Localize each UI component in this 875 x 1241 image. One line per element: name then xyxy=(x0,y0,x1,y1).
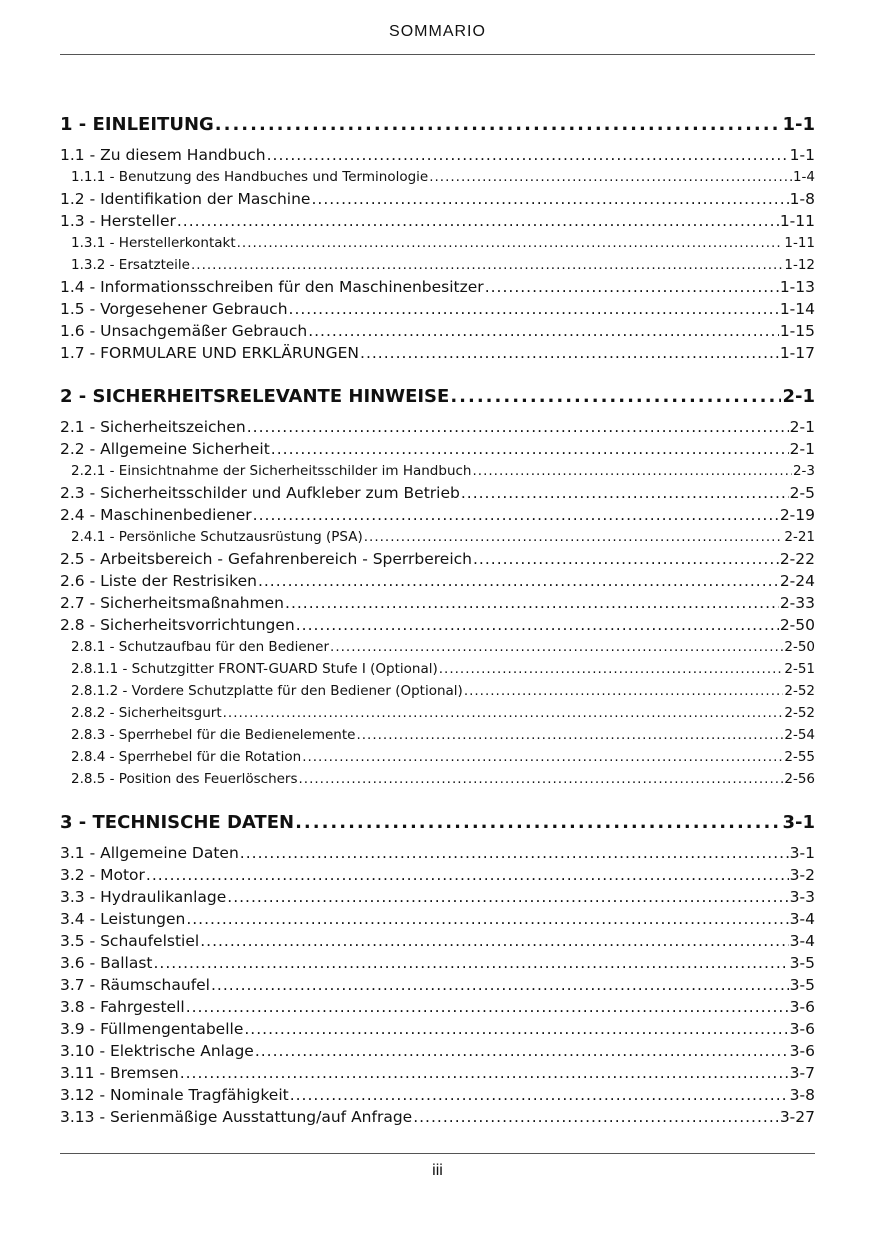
toc-subsection-entry[interactable] xyxy=(60,746,815,768)
toc-subsection-entry[interactable] xyxy=(60,460,815,482)
toc-entry-title: 1 - EINLEITUNG xyxy=(60,114,214,135)
dot-leader xyxy=(271,438,789,460)
toc-entry-title: 3.6 - Ballast xyxy=(60,954,153,972)
toc-chapter-heading[interactable] xyxy=(60,384,815,410)
toc-section-entry[interactable] xyxy=(60,416,815,438)
toc-section-entry[interactable] xyxy=(60,438,815,460)
toc-section-entry[interactable] xyxy=(60,886,815,908)
toc-page-number: 2-22 xyxy=(779,550,815,568)
toc-entry-title: 1.3 - Hersteller xyxy=(60,212,176,230)
toc-page-number: 1-14 xyxy=(779,300,815,318)
toc-section-entry[interactable] xyxy=(60,570,815,592)
toc-section-entry[interactable] xyxy=(60,996,815,1018)
toc-section-entry[interactable] xyxy=(60,952,815,974)
toc-page-number: 3-3 xyxy=(789,888,815,906)
toc-section-entry[interactable] xyxy=(60,592,815,614)
toc-section-entry[interactable] xyxy=(60,1062,815,1084)
toc-page-number: 3-5 xyxy=(789,976,815,994)
dot-leader xyxy=(177,210,779,232)
toc-page-number: 2-51 xyxy=(784,661,815,677)
toc-subsection-entry[interactable] xyxy=(60,254,815,276)
toc-page-number: 1-11 xyxy=(779,212,815,230)
dot-leader xyxy=(472,460,791,482)
toc-entry-title: 1.3.1 - Herstellerkontakt xyxy=(71,235,236,251)
dot-leader xyxy=(227,886,788,908)
toc-section-entry[interactable] xyxy=(60,1084,815,1106)
toc-section-entry[interactable] xyxy=(60,144,815,166)
toc-page-number: 2-54 xyxy=(784,727,815,743)
toc-page-number: 1-12 xyxy=(784,257,815,273)
toc-page-number: 3-1 xyxy=(789,844,815,862)
table-of-contents xyxy=(60,112,815,1128)
toc-entry-title: 2.3 - Sicherheitsschilder und Aufkleber zum Betrieb xyxy=(60,484,460,502)
dot-leader xyxy=(186,908,788,930)
toc-section-entry[interactable] xyxy=(60,320,815,342)
toc-subsection-entry[interactable] xyxy=(60,166,815,188)
toc-entry-title: 1.2 - Identifikation der Maschine xyxy=(60,190,311,208)
toc-entry-title: 3.8 - Fahrgestell xyxy=(60,998,185,1016)
toc-section-entry[interactable] xyxy=(60,1106,815,1128)
toc-section-entry[interactable] xyxy=(60,1018,815,1040)
toc-entry-title: 2.8.1 - Schutzaufbau für den Bediener xyxy=(71,639,330,655)
toc-page-number: 3-6 xyxy=(789,1042,815,1060)
dot-leader xyxy=(295,810,781,836)
toc-page-number: 1-4 xyxy=(792,169,815,185)
toc-entry-title: 3 - TECHNISCHE DATEN xyxy=(60,812,295,833)
toc-page-number: 3-8 xyxy=(789,1086,815,1104)
dot-leader xyxy=(450,384,781,410)
dot-leader xyxy=(191,254,783,276)
toc-subsection-entry[interactable] xyxy=(60,724,815,746)
toc-entry-title: 2.8 - Sicherheitsvorrichtungen xyxy=(60,616,295,634)
toc-page-number: 3-1 xyxy=(782,812,815,833)
dot-leader xyxy=(413,1106,779,1128)
dot-leader xyxy=(267,144,789,166)
toc-page-number: 1-11 xyxy=(784,235,815,251)
toc-entry-title: 2.8.3 - Sperrhebel für die Bedienelemente xyxy=(71,727,356,743)
dot-leader xyxy=(223,702,784,724)
dot-leader xyxy=(200,930,788,952)
toc-chapter-section xyxy=(60,384,815,790)
dot-leader xyxy=(244,1018,788,1040)
dot-leader xyxy=(253,504,779,526)
dot-leader xyxy=(330,636,783,658)
dot-leader xyxy=(290,1084,789,1106)
toc-page-number: 2-3 xyxy=(792,463,815,479)
toc-page-number: 3-2 xyxy=(789,866,815,884)
toc-subsection-entry[interactable] xyxy=(60,232,815,254)
toc-entry-title: 3.2 - Motor xyxy=(60,866,145,884)
toc-subsection-entry[interactable] xyxy=(60,702,815,724)
toc-entry-title: 1.5 - Vorgesehener Gebrauch xyxy=(60,300,288,318)
toc-page-number: 1-1 xyxy=(782,114,815,135)
toc-chapter-heading[interactable] xyxy=(60,112,815,138)
toc-page-number: 3-4 xyxy=(789,932,815,950)
toc-page-number: 2-19 xyxy=(779,506,815,524)
dot-leader xyxy=(439,658,784,680)
dot-leader xyxy=(186,996,789,1018)
toc-page-number: 1-15 xyxy=(779,322,815,340)
toc-page-number: 2-1 xyxy=(789,440,815,458)
toc-page-number: 1-1 xyxy=(789,146,815,164)
dot-leader xyxy=(360,342,779,364)
toc-entry-title: 1.7 - FORMULARE UND ERKLÄRUNGEN xyxy=(60,344,360,362)
toc-chapter-section xyxy=(60,810,815,1128)
toc-section-entry[interactable] xyxy=(60,864,815,886)
toc-page-number: 2-21 xyxy=(784,529,815,545)
toc-entry-title: 2.4 - Maschinenbediener xyxy=(60,506,252,524)
toc-section-entry[interactable] xyxy=(60,974,815,996)
toc-entry-title: 2.4.1 - Persönliche Schutzausrüstung (PSA) xyxy=(71,529,363,545)
toc-entry-title: 2.1 - Sicherheitszeichen xyxy=(60,418,246,436)
dot-leader xyxy=(240,842,789,864)
toc-section-entry[interactable] xyxy=(60,908,815,930)
dot-leader xyxy=(289,298,779,320)
dot-leader xyxy=(302,746,783,768)
toc-entry-title: 3.3 - Hydraulikanlage xyxy=(60,888,227,906)
toc-section-entry[interactable] xyxy=(60,614,815,636)
toc-entry-title: 3.9 - Füllmengentabelle xyxy=(60,1020,244,1038)
toc-page-number: 2-55 xyxy=(784,749,815,765)
toc-entry-title: 2 - SICHERHEITSRELEVANTE HINWEISE xyxy=(60,386,450,407)
toc-subsection-entry[interactable] xyxy=(60,636,815,658)
toc-section-entry[interactable] xyxy=(60,930,815,952)
toc-entry-title: 2.8.1.1 - Schutzgitter FRONT-GUARD Stufe I (Optional) xyxy=(71,661,438,677)
toc-page-number: 3-27 xyxy=(779,1108,815,1126)
toc-entry-title: 3.4 - Leistungen xyxy=(60,910,186,928)
toc-section-entry[interactable] xyxy=(60,504,815,526)
toc-section-entry[interactable] xyxy=(60,482,815,504)
dot-leader xyxy=(308,320,779,342)
toc-subsection-entry[interactable] xyxy=(60,768,815,790)
toc-entry-title: 3.13 - Serienmäßige Ausstattung/auf Anfrage xyxy=(60,1108,413,1126)
toc-entry-title: 2.8.2 - Sicherheitsgurt xyxy=(71,705,222,721)
dot-leader xyxy=(211,974,789,996)
toc-page-number: 2-1 xyxy=(789,418,815,436)
dot-leader xyxy=(180,1062,789,1084)
toc-subsection-entry[interactable] xyxy=(60,658,815,680)
toc-page-number: 2-5 xyxy=(789,484,815,502)
toc-entry-title: 2.8.1.2 - Vordere Schutzplatte für den Bediener (Optional) xyxy=(71,683,463,699)
toc-chapter-section xyxy=(60,112,815,364)
toc-entry-title: 3.7 - Räumschaufel xyxy=(60,976,210,994)
toc-page-number: 2-50 xyxy=(779,616,815,634)
dot-leader xyxy=(473,548,779,570)
toc-entry-title: 2.2.1 - Einsichtnahme der Sicherheitsschilder im Handbuch xyxy=(71,463,472,479)
toc-page-number: 1-13 xyxy=(779,278,815,296)
toc-entry-title: 3.10 - Elektrische Anlage xyxy=(60,1042,254,1060)
dot-leader xyxy=(258,570,779,592)
toc-page-number: 3-7 xyxy=(789,1064,815,1082)
dot-leader xyxy=(215,112,782,138)
toc-page-number: 2-52 xyxy=(784,705,815,721)
toc-page-number: 2-52 xyxy=(784,683,815,699)
toc-entry-title: 2.7 - Sicherheitsmaßnahmen xyxy=(60,594,285,612)
toc-entry-title: 1.1.1 - Benutzung des Handbuches und Terminologie xyxy=(71,169,429,185)
dot-leader xyxy=(311,188,788,210)
toc-section-entry[interactable] xyxy=(60,342,815,364)
toc-entry-title: 1.6 - Unsachgemäßer Gebrauch xyxy=(60,322,308,340)
toc-entry-title: 3.1 - Allgemeine Daten xyxy=(60,844,239,862)
dot-leader xyxy=(485,276,779,298)
toc-section-entry[interactable] xyxy=(60,1040,815,1062)
toc-entry-title: 3.11 - Bremsen xyxy=(60,1064,179,1082)
toc-entry-title: 3.5 - Schaufelstiel xyxy=(60,932,200,950)
dot-leader xyxy=(296,614,779,636)
toc-page-number: 2-50 xyxy=(784,639,815,655)
page-header-title: SOMMARIO xyxy=(389,23,486,40)
dot-leader xyxy=(146,864,789,886)
toc-section-entry[interactable] xyxy=(60,842,815,864)
toc-page-number: 3-4 xyxy=(789,910,815,928)
toc-page-number: 2-1 xyxy=(782,386,815,407)
toc-entry-title: 2.5 - Arbeitsbereich - Gefahrenbereich - Sperrbereich xyxy=(60,550,472,568)
dot-leader xyxy=(255,1040,789,1062)
toc-chapter-heading[interactable] xyxy=(60,810,815,836)
dot-leader xyxy=(154,952,789,974)
toc-subsection-entry[interactable] xyxy=(60,526,815,548)
dot-leader xyxy=(247,416,789,438)
toc-section-entry[interactable] xyxy=(60,188,815,210)
toc-page-number: 3-5 xyxy=(789,954,815,972)
toc-entry-title: 3.12 - Nominale Tragfähigkeit xyxy=(60,1086,289,1104)
toc-page-number: 2-33 xyxy=(779,594,815,612)
toc-page-number: 2-56 xyxy=(784,771,815,787)
toc-entry-title: 2.8.4 - Sperrhebel für die Rotation xyxy=(71,749,302,765)
dot-leader xyxy=(237,232,784,254)
dot-leader xyxy=(364,526,784,548)
toc-page-number: 3-6 xyxy=(789,1020,815,1038)
toc-entry-title: 1.1 - Zu diesem Handbuch xyxy=(60,146,266,164)
toc-entry-title: 1.3.2 - Ersatzteile xyxy=(71,257,190,273)
toc-entry-title: 1.4 - Informationsschreiben für den Maschinenbesitzer xyxy=(60,278,484,296)
toc-entry-title: 2.2 - Allgemeine Sicherheit xyxy=(60,440,270,458)
dot-leader xyxy=(461,482,789,504)
toc-section-entry[interactable] xyxy=(60,210,815,232)
dot-leader xyxy=(299,768,784,790)
dot-leader xyxy=(285,592,779,614)
toc-entry-title: 2.8.5 - Position des Feuerlöschers xyxy=(71,771,298,787)
toc-page-number: 1-8 xyxy=(789,190,815,208)
page-footer xyxy=(60,1153,815,1182)
toc-section-entry[interactable] xyxy=(60,276,815,298)
dot-leader xyxy=(356,724,783,746)
page-header xyxy=(60,20,815,55)
toc-section-entry[interactable] xyxy=(60,298,815,320)
dot-leader xyxy=(429,166,792,188)
toc-page-number: 1-17 xyxy=(779,344,815,362)
page-number: iii xyxy=(432,1162,443,1179)
toc-page-number: 3-6 xyxy=(789,998,815,1016)
dot-leader xyxy=(464,680,784,702)
toc-section-entry[interactable] xyxy=(60,548,815,570)
toc-subsection-entry[interactable] xyxy=(60,680,815,702)
toc-page-number: 2-24 xyxy=(779,572,815,590)
toc-entry-title: 2.6 - Liste der Restrisiken xyxy=(60,572,257,590)
